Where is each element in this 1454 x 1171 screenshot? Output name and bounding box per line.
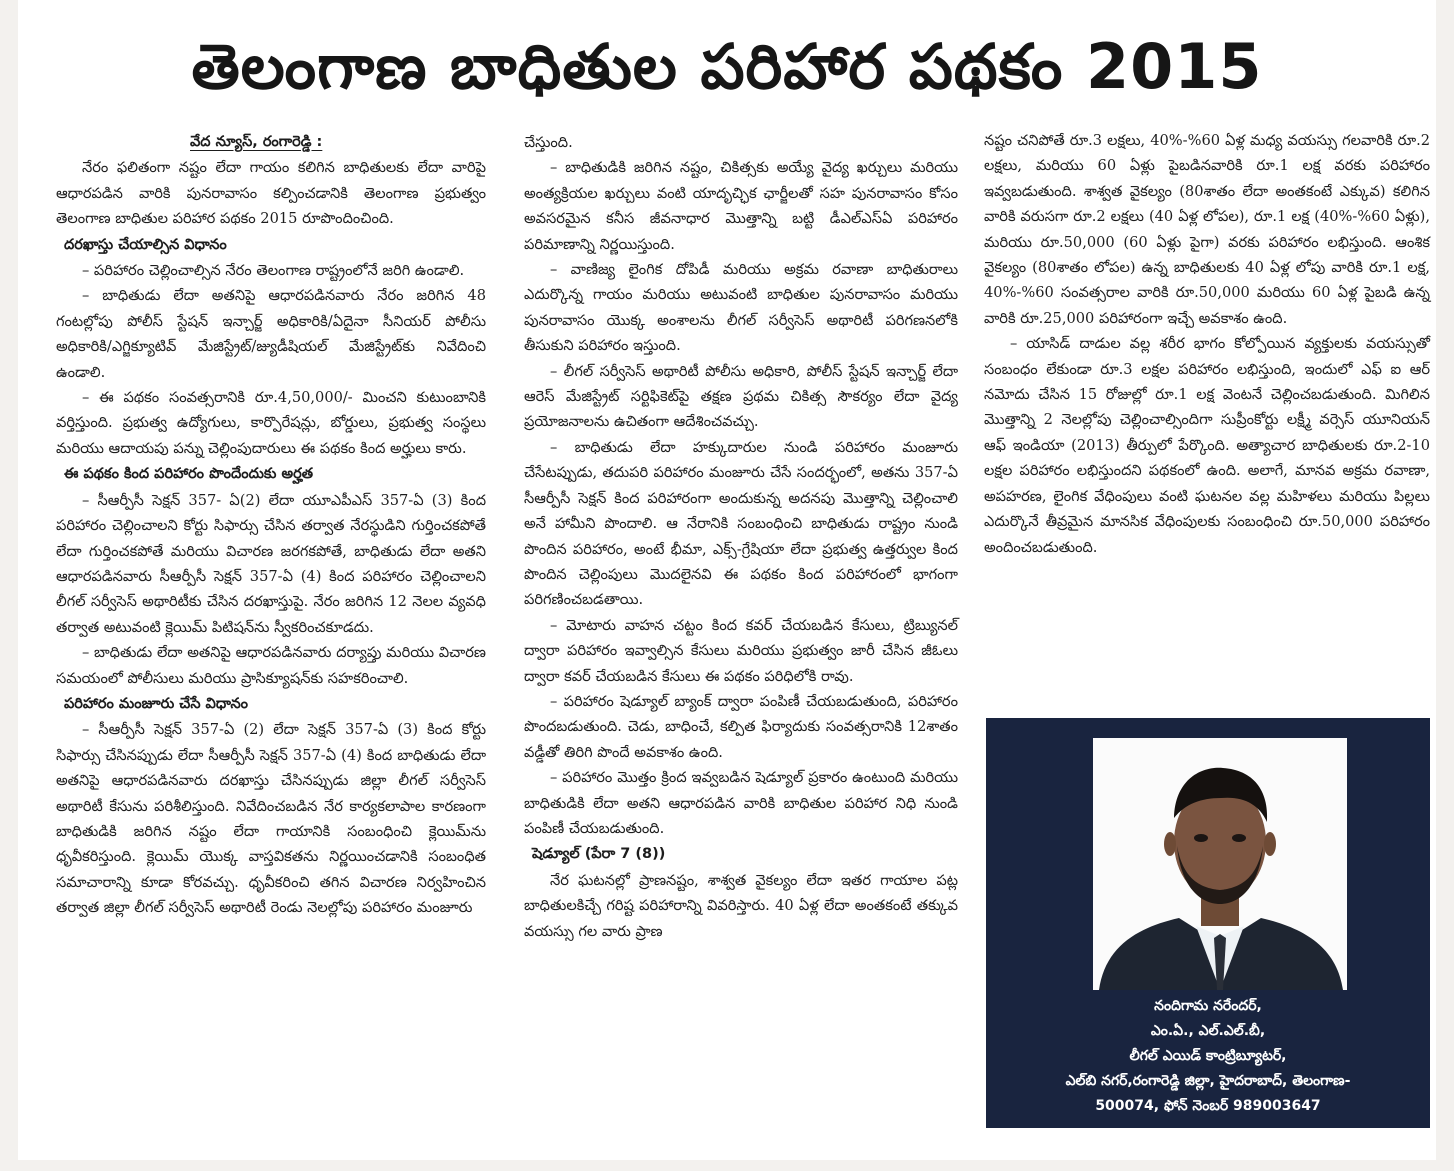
author-photo [1093, 738, 1347, 990]
paragraph: – బాధితుడు లేదా అతనిపై ఆధారపడినవారు నేరం జరిగిన 48 గంటల్లోపు పోలీస్ స్టేషన్ ఇన్చార్జ్ అధికారికి/ఏదైనా సీనియర్ పోలీసు అధికారికి/ఎగ్జిక్యూటివ్ మేజిస్ట్రేట్/జ్యుడీషియల్ మేజిస్ట్రేట్‌కు నివేదించి ఉండాలి. [56, 287, 486, 381]
paragraph: – వాణిజ్య లైంగిక దోపిడీ మరియు అక్రమ రవాణా బాధితురాలు ఎదుర్కొన్న గాయం మరియు అటువంటి బాధితుల పునరావాసం మరియు పునరావాసం యొక్క అంశాలను లీగల్ సర్వీసెస్ అథారిటీ పరిగణనలోకి తీసుకుని పరిహారం ఇస్తుంది. [524, 261, 958, 355]
article-column-2 [524, 130, 958, 944]
paragraph: – యాసిడ్ దాడుల వల్ల శరీర భాగం కోల్పోయిన వ్యక్తులకు వయస్సుతో సంబంధం లేకుండా రూ.3 లక్షల పరిహారం లభిస్తుంది, ఇందులో ఎఫ్ ఐ ఆర్ నమోదు చేసిన 15 రోజుల్లో రూ.1 లక్ష వెంటనే చెల్లించబడుతుంది. మిగిలిన మొత్తాన్ని 2 నెలల్లోపు చెల్లించాల్సిందిగా సుప్రీంకోర్టు లక్ష్మీ వర్సెస్ యూనియన్ ఆఫ్ ఇండియా (2013) తీర్పులో పేర్కొంది. అత్యాచార బాధితులకు రూ.2-10 లక్షల పరిహారం లభిస్తుందని పథకంలో ఉంది. అలాగే, మానవ అక్రమ రవాణా, అపహరణ, లైంగిక వేధింపులు వంటి ఘటనల వల్ల మహిళలు మరియు పిల్లలు ఎదుర్కొనే తీవ్రమైన మానసిక వేధింపులకు సంబంధించి రూ.50,000 పరిహారం అందించబడుతుంది. [984, 335, 1430, 556]
byline: వేద న్యూస్, రంగారెడ్డి : [190, 134, 323, 150]
author-name: నందిగామ నరేందర్, [1154, 998, 1262, 1014]
paragraph: నష్టం చనిపోతే రూ.3 లక్షలు, 40%-%60 ఏళ్ల మధ్య వయస్సు గలవారికి రూ.2 లక్షలు, మరియు 60 ఏళ్లు పైబడినవారికి రూ.1 లక్ష వరకు పరిహారం ఇవ్వబడుతుంది. శాశ్వత వైకల్యం (80శాతం లేదా అంతకంటే ఎక్కువ) కలిగిన వారికి వరుసగా రూ.2 లక్షలు (40 ఏళ్ల లోపల), రూ.1 లక్ష (40%-%60 ఏళ్లు), మరియు రూ.50,000 (60 ఏళ్లు పైగా) వరకు పరిహారం లభిస్తుంది. ఆంశిక వైకల్యం (80శాతం లోపల) ఉన్న బాధితులకు 40 ఏళ్ల లోపు వారికి రూ.1 లక్ష, 40%-%60 సంవత్సరాల వారికి రూ.50,000 మరియు 60 ఏళ్ల పైబడి ఉన్న వారికి రూ.25,000 పరిహారంగా ఇచ్చే అవకాశం ఉంది. [984, 132, 1430, 327]
paragraph: – బాధితుడు లేదా అతనిపై ఆధారపడినవారు దర్యాప్తు మరియు విచారణ సమయంలో పోలీసులు మరియు ప్రాసిక్యూషన్‌కు సహకరించాలి. [56, 644, 486, 687]
paragraph: – పరిహారం చెల్లించాల్సిన నేరం తెలంగాణ రాష్ట్రంలోనే జరిగి ఉండాలి. [82, 262, 465, 280]
newspaper-page [18, 0, 1436, 1160]
author-portrait-image [1093, 738, 1347, 990]
paragraph: నేర ఘటనల్లో ప్రాణనష్టం, శాశ్వత వైకల్యం లేదా ఇతర గాయాల పట్ల బాధితులకిచ్చే గరిష్ట పరిహారాన్ని వివరిస్తారు. 40 ఏళ్ల లేదా అంతకంటే తక్కువ వయస్సు గల వారు ప్రాణ [524, 871, 958, 940]
author-degree: ఎం.ఏ., ఎల్.ఎల్.బీ, [1150, 1023, 1266, 1039]
section-heading-application: దరఖాస్తు చేయాల్సిన విధానం [64, 236, 227, 253]
paragraph: – సీఆర్పీసీ సెక్షన్ 357- ఏ(2) లేదా యూఎపీఎస్ 357-ఏ (3) కింద పరిహారం చెల్లించాలని కోర్టు సిఫార్సు చేసిన తర్వాత నేరస్థుడిని గుర్తించకపోతే లేదా గుర్తించకపోతే మరియు విచారణ జరగకపోతే, బాధితుడు లేదా అతని ఆధారపడినవారు సీఆర్పీసీ సెక్షన్ 357-ఏ (4) కింద పరిహారం చెల్లించాలని లీగల్ సర్వీసెస్ అథారిటీకు చేసిన దరఖాస్తుపై. నేరం జరిగిన 12 నెలల వ్యవధి తర్వాత అటువంటి క్లెయిమ్ పిటిషన్‌ను స్వీకరించకూడదు. [56, 491, 486, 636]
section-heading-eligibility: ఈ పథకం కింద పరిహారం పొందేందుకు అర్హత [64, 466, 313, 483]
paragraph: చేస్తుంది. [524, 134, 573, 151]
paragraph: – పరిహారం మొత్తం క్రింద ఇవ్వబడిన షెడ్యూల్ ప్రకారం ఉంటుంది మరియు బాధితుడికి లేదా అతని ఆధారపడిన వారికి బాధితుల పరిహార నిధి నుండి పంపిణీ చేయబడుతుంది. [524, 769, 958, 837]
author-pin-phone: 500074, ఫోన్ నెంబర్ 989003647 [1095, 1098, 1321, 1114]
paragraph: – లీగల్ సర్వీసెస్ అథారిటీ పోలీసు అధికారి, పోలీస్ స్టేషన్ ఇన్చార్జ్ లేదా ఆరెస్ మేజిస్ట్రేట్ సర్టిఫికెట్‌పై తక్షణ ప్రథమ చికిత్స సౌకర్యం లేదా వైద్య ప్రయోజనాలను ఉచితంగా ఆదేశించవచ్చు. [524, 362, 958, 431]
author-role: లీగల్ ఎయిడ్ కాంట్రిబ్యూటర్, [1129, 1048, 1287, 1064]
paragraph: – మోటారు వాహన చట్టం కింద కవర్ చేయబడిన కేసులు, ట్రిబ్యునల్ ద్వారా పరిహారం ఇవ్వాల్సిన కేసులు మరియు ప్రభుత్వం జారీ చేసిన జీఓలు ద్వారా కవర్ చేయబడిన కేసులు ఈ పథకం పరిధిలోకి రావు. [524, 616, 958, 685]
paragraph: – ఈ పథకం సంవత్సరానికి రూ.4,50,000/- మించని కుటుంబానికి వర్తిస్తుంది. ప్రభుత్వ ఉద్యోగులు, కార్పొరేషన్లు, బోర్డులు, ప్రభుత్వ సంస్థలు మరియు ఆదాయపు పన్ను చెల్లింపుదారులు ఈ పథకం కింద అర్హులు కారు. [56, 389, 486, 457]
article-column-3 [984, 128, 1430, 560]
paragraph: – సీఆర్పీసీ సెక్షన్ 357-ఏ (2) లేదా సెక్షన్ 357-ఏ (3) కింద కోర్టు సిఫార్సు చేసినప్పుడు లేదా సీఆర్పీసీ సెక్షన్ 357-ఏ (4) కింద బాధితుడు లేదా అతనిపై ఆధారపడినవారు దరఖాస్తు చేసినప్పుడు జిల్లా లీగల్ సర్వీసెస్ అథారిటీ కేసును పరిశీలిస్తుంది. నివేదించబడిన నేర కార్యకలాపాల కారణంగా బాధితుడికి జరిగిన నష్టం లేదా గాయానికి సంబంధించి క్లెయిమ్‌ను ధృవీకరిస్తుంది. క్లెయిమ్ యొక్క వాస్తవికతను నిర్ణయించడానికి సంబంధిత సమాచారాన్ని కూడా కోరవచ్చు. ధృవీకరించి తగిన విచారణ నిర్వహించిన తర్వాత జిల్లా లీగల్ సర్వీసెస్ అథారిటీ రెండు నెలల్లోపు పరిహారం మంజూరు [56, 721, 486, 917]
paragraph: – పరిహారం షెడ్యూల్ బ్యాంక్ ద్వారా పంపిణీ చేయబడుతుంది, పరిహారం పొందబడుతుంది. చెడు, బాధించే, కల్పిత ఫిర్యాదుకు సంవత్సరానికి 12శాతం వడ్డీతో తిరిగి పొందే అవకాశం ఉంది. [524, 692, 958, 761]
author-address: ఎల్‌బి నగర్,రంగారెడ్డి జిల్లా, హైదరాబాద్, తెలంగాణ- [1065, 1073, 1351, 1089]
section-heading-sanction: పరిహారం మంజూరు చేసే విధానం [64, 695, 249, 712]
paragraph: – బాధితుడు లేదా హక్కుదారుల నుండి పరిహారం మంజూరు చేసేటప్పుడు, తదుపరి పరిహారం మంజూరు చేసే సందర్భంలో, అతను 357-ఏ సీఆర్పీసీ సెక్షన్ కింద పరిహారంగా అందుకున్న అదనపు మొత్తాన్ని చెల్లించాలి అనే హామీని పొందాలి. ఆ నేరానికి సంబంధించి బాధితుడు రాష్ట్రం నుండి పొందిన పరిహారం, అంటే భీమా, ఎక్స్-గ్రేషియా లేదా ప్రభుత్వ ఉత్తర్వుల కింద పొందిన చెల్లింపులు మొదలైనవి ఈ పథకం కింద పరిహారంలో భాగంగా పరిగణించబడతాయి. [524, 438, 958, 609]
article-column-1 [56, 130, 486, 921]
paragraph: – బాధితుడికి జరిగిన నష్టం, చికిత్సకు అయ్యే వైద్య ఖర్చులు మరియు అంత్యక్రియల ఖర్చులు వంటి యాదృచ్ఛిక ఛార్జీలతో సహ పునరావాసం కోసం అవసరమైన కనీస జీవనాధార మొత్తాన్ని బట్టి డీఎల్ఎస్ఏ పరిహారం పరిమాణాన్ని నిర్ణయిస్తుంది. [524, 159, 958, 253]
headline: తెలంగాణ బాధితుల పరిహార పథకం 2015 [191, 30, 1263, 103]
intro-paragraph: నేరం ఫలితంగా నష్టం లేదా గాయం కలిగిన బాధితులకు లేదా వారిపై ఆధారపడిన వారికి పునరావాసం కల్పించడానికి తెలంగాణ ప్రభుత్వం తెలంగాణ బాధితుల పరిహార పథకం 2015 రూపొందించింది. [56, 159, 486, 228]
author-photo-panel [986, 718, 1430, 1128]
section-heading-schedule: షెడ్యూల్ (పేరా 7 (8)) [532, 846, 666, 863]
